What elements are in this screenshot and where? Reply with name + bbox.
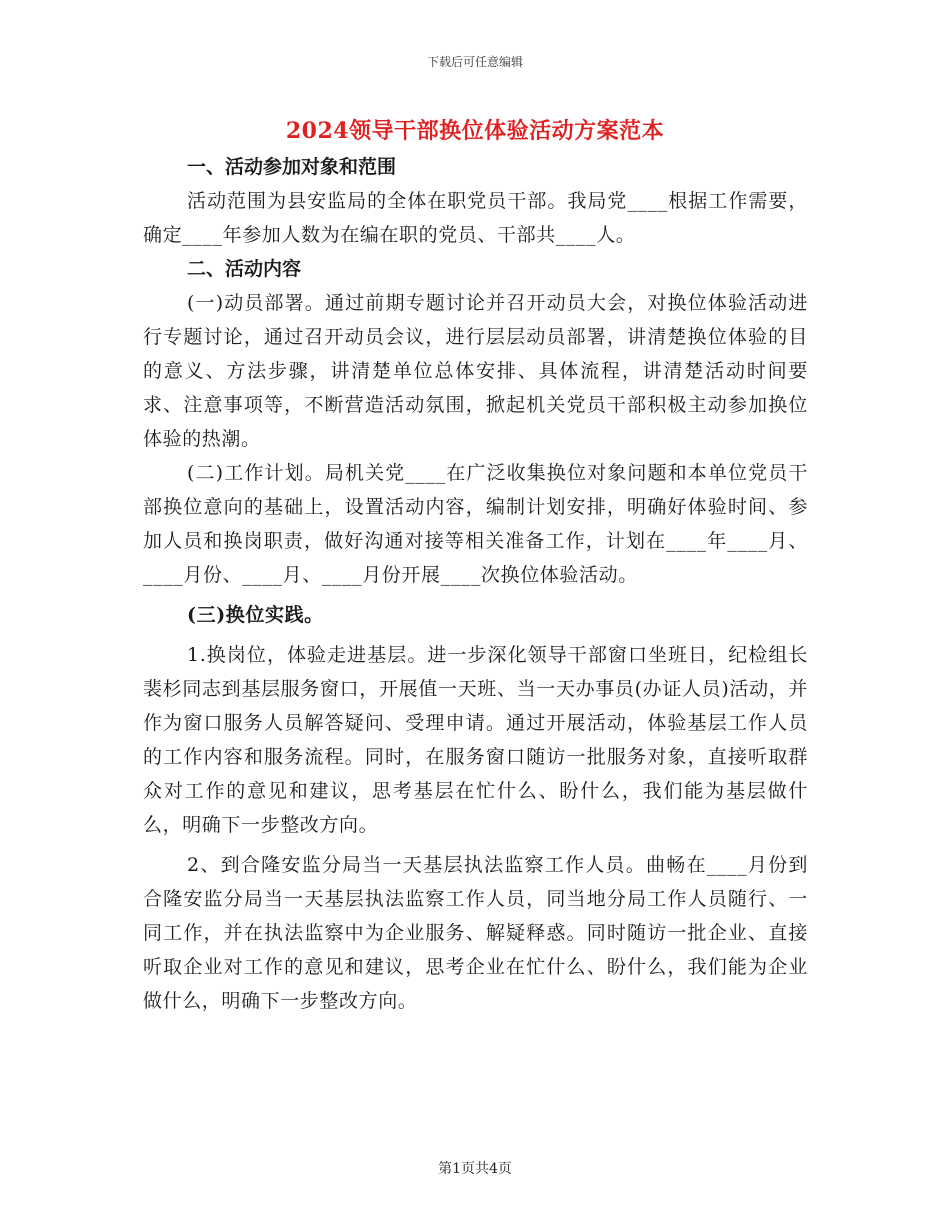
document-body bbox=[143, 150, 808, 1018]
paragraph-job-swap: 1.换岗位，体验走进基层。进一步深化领导干部窗口坐班日，纪检组长裴杉同志到基层服务窗口，开展值一天班、当一天办事员(办证人员)活动，并作为窗口服务人员解答疑问、受理申请。通过开展活动，体验基层工作人员的工作内容和服务流程。同时，在服务窗口随访一批服务对象，直接听取群众对工作的意见和建议，思考基层在忙什么、盼什么，我们能为基层做什么，明确下一步整改方向。 bbox=[143, 644, 808, 836]
section-heading-participants: 一、活动参加对象和范围 bbox=[187, 156, 397, 178]
paragraph-scope: 活动范围为县安监局的全体在职党员干部。我局党____根据工作需要，确定____年参加人数为在编在职的党员、干部共____人。 bbox=[143, 190, 808, 246]
section-heading-content: 二、活动内容 bbox=[187, 258, 302, 280]
paragraph-work-plan: (二)工作计划。局机关党____在广泛收集换位对象问题和本单位党员干部换位意向的基础上，设置活动内容，编制计划安排，明确好体验时间、参加人员和换岗职责，做好沟通对接等相关准备工作，计划在____年____月、____月份、____月、____月份开展____次换位体验活动。 bbox=[143, 462, 808, 586]
paragraph-enforcement: 2、到合隆安监分局当一天基层执法监察工作人员。曲畅在____月份到合隆安监分局当一天基层执法监察工作人员，同当地分局工作人员随行、一同工作，并在执法监察中为企业服务、解疑释惑。同时随访一批企业、直接听取企业对工作的意见和建议，思考企业在忙什么、盼什么，我们能为企业做什么，明确下一步整改方向。 bbox=[143, 854, 808, 1012]
document-title: 2024领导干部换位体验活动方案范本 bbox=[285, 118, 665, 144]
page-footer: 第1页共4页 bbox=[438, 1161, 512, 1177]
paragraph-mobilization: (一)动员部署。通过前期专题讨论并召开动员大会，对换位体验活动进行专题讨论，通过召开动员会议，进行层层动员部署，讲清楚换位体验的目的意义、方法步骤，讲清楚单位总体安排、具体流程，讲清楚活动时间要求、注意事项等，不断营造活动氛围，掀起机关党员干部积极主动参加换位体验的热潮。 bbox=[143, 292, 808, 450]
subheading-practice: (三)换位实践。 bbox=[187, 604, 324, 626]
header-note: 下载后可任意编辑 bbox=[426, 55, 523, 69]
